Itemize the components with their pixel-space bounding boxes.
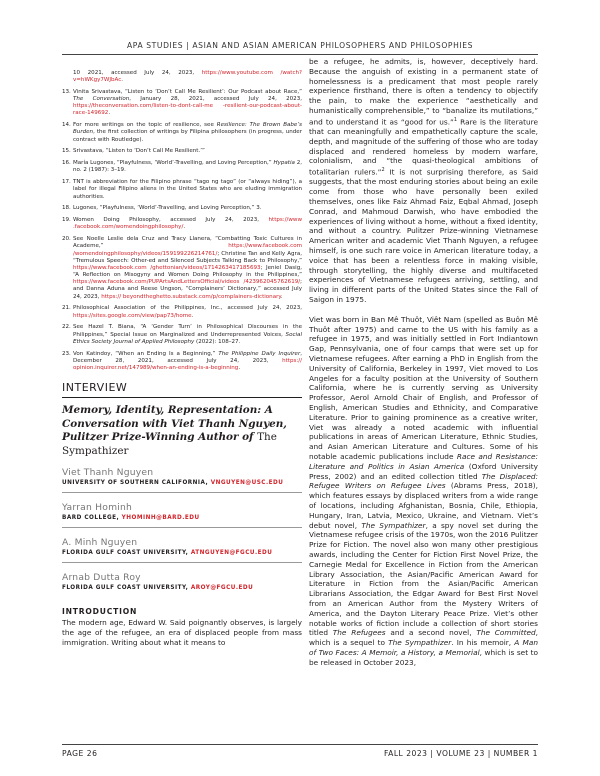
endnote-text: See Noelle Leslie dela Cruz and Tracy Llanera, “Combatting Toxic Cultures in Academe,” https://www.facebook.com /womendoingphilosophy/videos/159199226214761/; Christine Tan and Kelly Agra, “Tremulous Speech: Other-ed and Silenced Subjects Talking Back to Philosophy,” https://www.facebook.com /ghettonian/videos/1714263417185693; Jeniel Dasig, “A Reflection on Misogyny and Women Doing Philosophy in the Philippines,” https://www.facebook.com/PUPArtsAndLettersOfficial/videos /423962045762619/; and Danna Aduna and Reese Ungson, “Complainers’ Dictionary,” accessed July 24, 2023, https:// beyondtheghetto.substack.com/p/complainers-dictionary. — [73, 236, 303, 300]
endnote-number: 21. — [62, 305, 71, 312]
author-affiliation: FLORIDA GULF COAST UNIVERSITY, ATNGUYEN@FGCU.EDU — [62, 550, 273, 557]
author-email-link[interactable]: VNGUYEN@USC.EDU — [210, 480, 284, 487]
endnote-text: Von Katindoy, “When an Ending Is a Beginning,” The Philippine Daily Inquirer, December 28, 2021, accessed July 24, 2023, https:// opinion.inquirer.net/147989/when-an-ending-is-a-beginning. — [73, 350, 303, 371]
author-block — [62, 537, 302, 563]
article-title-italic: Memory, Identity, Representation: A Conversation with Viet Thanh Nguyen, Pulitzer Prize-Winning Author of — [62, 404, 287, 444]
author-name: Arnab Dutta Roy — [62, 572, 141, 584]
article-title-plain: The Sympathizer — [62, 431, 277, 457]
author-block — [62, 572, 302, 591]
author-name: Viet Thanh Nguyen — [62, 467, 154, 479]
endnote-text: Women Doing Philosophy, accessed July 24, 2023, https://www .facebook.com/womendoingphilosophy/. — [73, 217, 302, 231]
body-paragraph: be a refugee, he admits, is, however, deceptively hard. Because the anguish of existing in a permanent state of homelessness is a predicament that most people rarely experience firsthand, there is often a tendency to objectify the pain, to make the experience “aesthetically and humanistically comprehensible,” to “banalize its mutilations,” and to understand it as “good for us.”$^1$ Rare is the literature that can meaningfully and empathetically capture the scale, depth, and magnitude of the suffering of those who are today displaced and rendered homeless by modern warfare, colonialism, and “the quasi-theological ambitions of totalitarian rulers.”$^2$ It is not surprising therefore, as Said suggests, that the most enduring stories about being an exile come from those who have personally been exiled themselves, ones like Faiz Ahmad Faiz, Eqbal Ahmad, Joseph Conrad, and Mahmoud Darwish, who have embodied the experiences of living without a home, without a fixed identity, and without a country. Pulitzer Prize-winning Vietnamese American writer and academic Viet Thanh Nguyen, a refugee himself, is one such rare voice in American literature today, a voice that has been a relentless force in making visible, through storytelling, the highly diverse and multifaceted experiences of Vietnamese refugees arriving, settling, and living in different parts of the United States since the Fall of Saigon in 1975. — [309, 57, 539, 304]
endnote-link[interactable]: https://www .facebook.com/womendoingphilosophy/ — [73, 217, 302, 231]
author-email-link[interactable]: YHOMINH@BARD.EDU — [121, 515, 200, 522]
author-block — [62, 502, 302, 528]
running-header: APA STUDIES | ASIAN AND ASIAN AMERICAN PHILOSOPHERS AND PHILOSOPHIES — [126, 41, 474, 50]
header-rule — [62, 54, 538, 55]
endnote-item — [62, 148, 302, 155]
endnote-number: 15. — [62, 148, 71, 155]
endnote-item — [62, 305, 302, 319]
endnote-link[interactable]: https:// beyondtheghetto.substack.com/p/complainers-dictionary — [101, 293, 281, 300]
endnote-number: 14. — [62, 122, 71, 129]
endnote-number — [62, 70, 73, 84]
page-number: PAGE 26 — [62, 749, 98, 758]
endnote-item — [62, 70, 302, 84]
endnote-number: 23. — [62, 350, 71, 357]
author-email-link[interactable]: AROY@FGCU.EDU — [190, 585, 254, 592]
endnote-link[interactable]: https:// opinion.inquirer.net/147989/when-an-ending-is-a-beginning — [73, 357, 302, 371]
endnote-number: 20. — [62, 236, 71, 243]
author-affiliation: UNIVERSITY OF SOUTHERN CALIFORNIA, VNGUYEN@USC.EDU — [62, 480, 284, 487]
author-affiliation: BARD COLLEGE, YHOMINH@BARD.EDU — [62, 515, 200, 522]
endnote-item — [62, 179, 302, 200]
endnotes-list — [62, 70, 302, 372]
endnote-text: Srivastava, “Listen to ‘Don’t Call Me Resilient.’” — [73, 148, 205, 155]
body-paragraph: Viet was born in Ban Mê Thuôt, Viêt Nam (spelled as Buôn Mê Thuôt after 1975) and came to the US with his family as a refugee in 1975, and was initially settled in Fort Indiantown Gap, Pennsylvania, one of four camps that were set up for Vietnamese refugees. After earning a PhD in English from the University of California, Berkeley in 1997, Viet moved to Los Angeles for a faculty position at the University of Southern California, where he is currently serving as University Professor, Aerol Arnold Chair of English, and Professor of English, American Studies and Ethnicity, and Comparative Literature. Prior to gaining prominence as a creative writer, Viet was already a noted academic with influential publications in areas of American Literature, Ethnic Studies, and Asian American Literature and Cultures. Some of his notable academic publications include Race and Resistance: Literature and Politics in Asian America (Oxford University Press, 2002) and an edited collection titled The Displaced: Refugee Writers on Refugee Lives (Abrams Press, 2018), which features essays by displaced writers from a wide range of locations, including Afghanistan, Bosnia, Chile, Ethiopia, Hungary, Iran, Latvia, Mexico, Ukraine, and Vietnam. Viet’s debut novel, The Sympathizer, a spy novel set during the Vietnamese refugee crisis of the 1970s, won the 2016 Pulitzer Prize for Fiction. The novel also won many other prestigious awards, including the Center for Fiction First Novel Prize, the Carnegie Medal for Excellence in Fiction from the American Library Association, the Asian/Pacific American Award for Literature in Fiction from the Asian/Pacific American Librarians Association, the Edgar Award for Best First Novel from an American Author from the Mystery Writers of America, and the Dayton Literary Peace Prize. Viet’s other notable works of fiction include a collection of short stories titled The Refugees and a second novel, The Committed, which is a sequel to The Sympathizer. In his memoir, A Man of Two Faces: A Memoir, a History, a Memorial, which is set to be released in October 2023, — [309, 314, 538, 667]
issue-info: FALL 2023 | VOLUME 23 | NUMBER 1 — [383, 749, 538, 758]
endnote-text: 10 2021, accessed July 24, 2023, https://www.youtube.com /watch?v=hWKgy7WJbAc. — [73, 70, 302, 84]
endnote-text: TNT is abbreviation for the Filipino phrase “tago ng tago” (or “always hiding”), a label for illegal Filipino aliens in the United States who are eluding immigration authorities. — [73, 179, 302, 200]
section-label: INTERVIEW — [62, 381, 128, 395]
right-column — [309, 57, 538, 667]
endnote-item — [62, 89, 302, 118]
author-divider — [62, 492, 302, 493]
endnote-number: 18. — [62, 205, 71, 212]
endnote-number: 13. — [62, 89, 71, 95]
endnote-item — [62, 122, 302, 143]
author-block — [62, 467, 302, 493]
endnote-link[interactable]: https://www.facebook.com /ghettonian/videos/1714263417185693 — [73, 264, 261, 271]
endnote-text: Lugones, “Playfulness, ‘World’-Travelling, and Loving Perception,” 3. — [73, 205, 262, 212]
endnote-link[interactable]: https://theconversation.com/listen-to-dont-call-me -resilient-our-podcast-about-race-149692 — [73, 103, 302, 117]
author-divider — [62, 527, 302, 528]
endnote-text: Philosophical Association of the Philippines, Inc., accessed July 24, 2023, https://sites.google.com/view/pap73/home. — [73, 305, 302, 319]
author-list — [62, 467, 302, 591]
author-email-link[interactable]: ATNGUYEN@FGCU.EDU — [190, 550, 273, 557]
endnote-number: 19. — [62, 217, 71, 224]
endnote-link[interactable]: https://www.facebook.com/PUPArtsAndLettersOfficial/videos /423962045762619/ — [73, 279, 301, 286]
endnote-item — [62, 236, 302, 300]
endnote-item — [62, 351, 302, 372]
endnote-link[interactable]: https://sites.google.com/view/pap73/home — [73, 312, 192, 319]
endnote-item — [62, 160, 302, 174]
endnote-number: 22. — [62, 324, 71, 331]
endnote-text: See Hazel T. Biana, “A ‘Gender Turn’ in Philosophical Discourses in the Philippines,” Special Issue on Marginalized and Underrepresented Voices, Social Ethics Society Journal of Applied Philosophy (2022): 108–27. — [73, 324, 302, 345]
endnote-number: 17. — [62, 179, 71, 186]
endnote-item — [62, 205, 302, 212]
introduction-paragraph: The modern age, Edward W. Said poignantly observes, is largely the age of the refugee, an era of displaced people from mass immigration. Writing about what it means to — [62, 618, 302, 647]
endnote-item — [62, 324, 302, 345]
author-name: Yarran Hominh — [62, 502, 133, 514]
section-rule — [62, 397, 302, 398]
author-divider — [62, 562, 302, 563]
endnote-text: Vinita Srivastava, “Listen to ‘Don’t Call Me Resilient’: Our Podcast about Race,” The Conversation, January 28, 2021, accessed July 24, 2023, https://theconversation.com/listen-to-dont-call-me -resilient-our-podcast-about-race-149692. — [73, 89, 302, 117]
endnote-link[interactable]: https://www.facebook.com /womendoingphilosophy/videos/159199226214761/ — [73, 243, 302, 257]
article-title — [62, 404, 302, 458]
endnote-link[interactable]: https://www.youtube.com /watch?v=hWKgy7WJbAc — [73, 70, 302, 84]
author-affiliation: FLORIDA GULF COAST UNIVERSITY, AROY@FGCU.EDU — [62, 585, 254, 592]
left-column — [62, 70, 302, 647]
author-name: A. Minh Nguyen — [62, 537, 138, 549]
footer-rule — [62, 744, 538, 745]
endnote-text: María Lugones, “Playfulness, ‘World’-Travelling, and Loving Perception,” Hypatia 2, no. 2 (1987): 3–19. — [73, 160, 302, 174]
endnote-text: For more writings on the topic of resilience, see Resilience: The Brown Babe’s Burden, the first collection of writings by Filipina philosophers (in progress, under contract with Routledge). — [73, 122, 302, 143]
introduction-heading: INTRODUCTION — [62, 607, 138, 617]
endnote-number: 16. — [62, 160, 71, 167]
endnote-item — [62, 217, 302, 231]
